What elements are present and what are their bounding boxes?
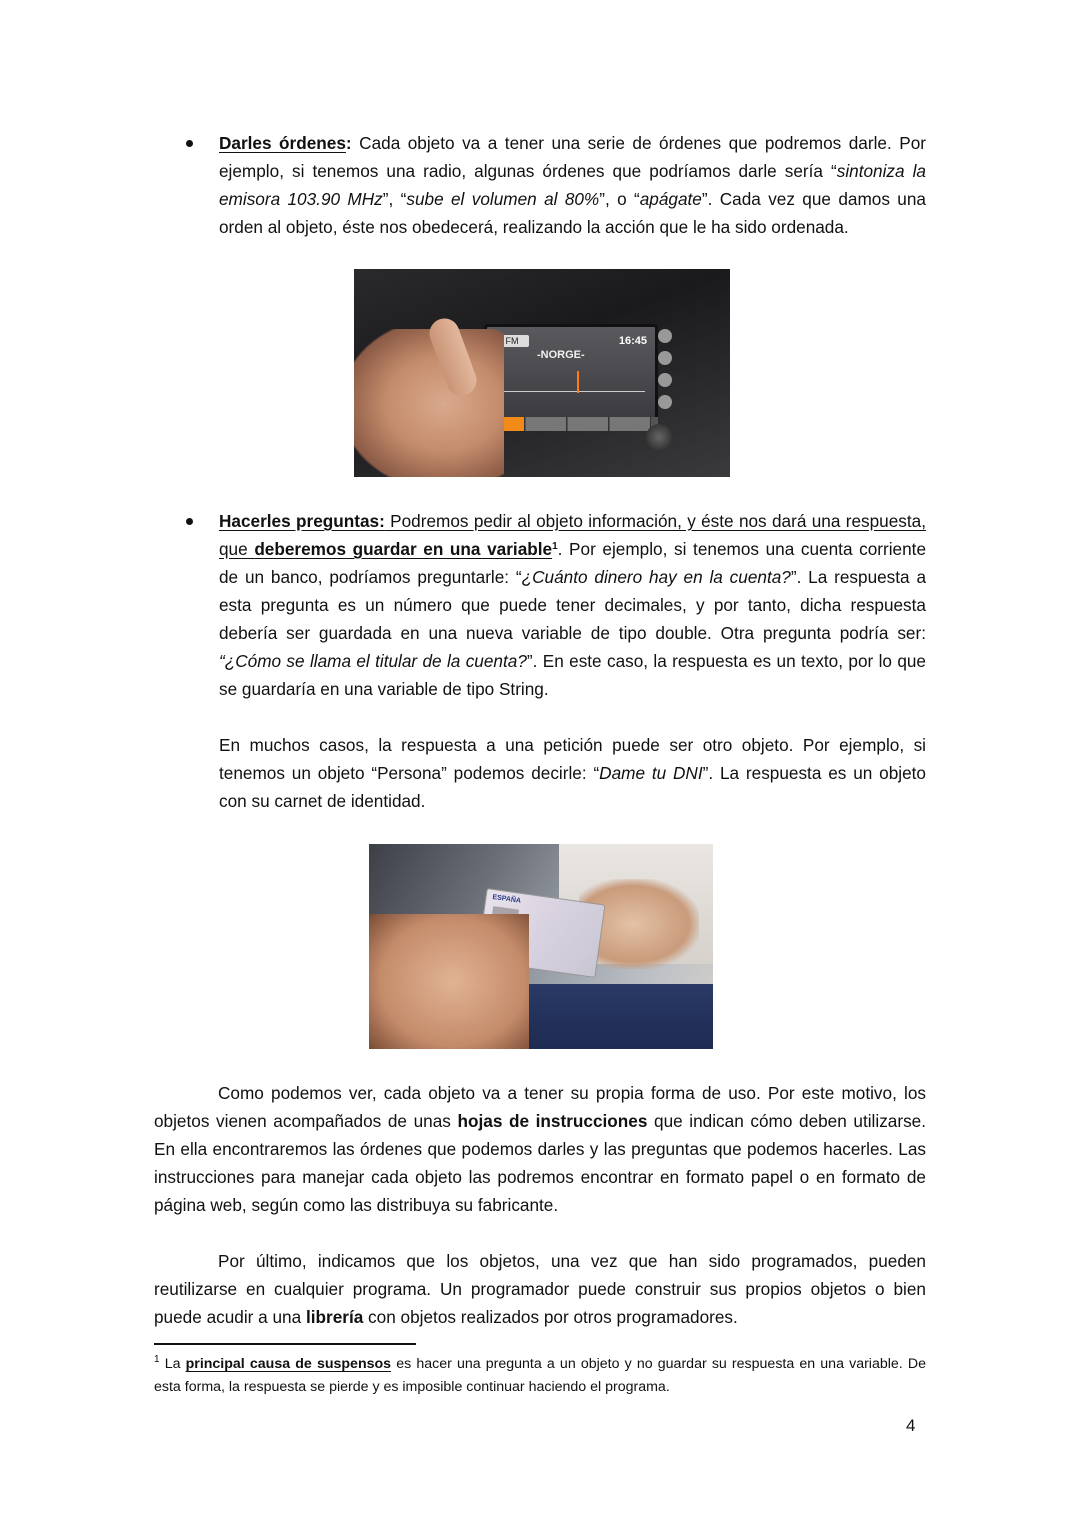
- italic-run: Dame tu DNI: [599, 763, 703, 783]
- text-run: ”, o “: [599, 189, 640, 209]
- paragraph-ultimo: [154, 1247, 926, 1331]
- paragraph-objeto: [219, 731, 926, 815]
- bold-underlined-run: deberemos guardar en una variable: [254, 539, 553, 559]
- radio-side-buttons: [656, 329, 674, 419]
- bold-underlined-run: principal causa de suspensos: [185, 1356, 392, 1372]
- id-card-photo: [369, 844, 713, 1049]
- radio-frequency-scale: [497, 377, 645, 392]
- bullet-ordenes-text: [219, 129, 926, 241]
- radio-screen: [484, 324, 658, 420]
- hand-shape: [354, 329, 504, 477]
- text-run: ”. La respuesta a esta pregunta es un número que puede tener decimales, y por tanto, dicha respuesta debería ser guardada en una nueva variable de tipo double. Otra pregunta podría ser:: [219, 567, 926, 643]
- text-run: ”. En este caso, la respuesta es un texto, por lo que se guardaría en una variable de tipo String.: [219, 651, 926, 699]
- radio-softkey-bar: [484, 417, 658, 431]
- text-run: con objetos realizados por otros programadores.: [363, 1307, 738, 1327]
- car-radio-photo: [354, 269, 730, 477]
- bullet-marker: [186, 518, 193, 525]
- text-run: ”. La respuesta es un objeto con su carnet de identidad.: [219, 763, 926, 811]
- paragraph-uso-text: [154, 1079, 926, 1219]
- paragraph-ultimo-text: [154, 1247, 926, 1331]
- footnote-number: 1: [154, 1354, 160, 1365]
- italic-run: “¿Cómo se llama el titular de la cuenta?: [219, 651, 527, 671]
- radio-time-label: 16:45: [618, 335, 647, 347]
- hand-shape: [369, 914, 529, 1049]
- text-run: Podremos pedir al objeto información, y éste nos dará una respuesta, que: [219, 511, 926, 559]
- footnote-separator: [154, 1343, 416, 1345]
- italic-run: apágate: [639, 189, 702, 209]
- text-run: ”. Cada vez que damos una orden al objeto, éste nos obedecerá, realizando la acción que le ha sido ordenada.: [219, 189, 926, 237]
- footnote: [154, 1353, 926, 1399]
- bullet-ordenes-title: Darles órdenes: [219, 133, 346, 153]
- id-card-header: ESPAÑA: [491, 893, 522, 905]
- text-run: que indican cómo deben utilizarse. En ella encontraremos las órdenes que podemos darles y las preguntas que podemos hacerles. Las instrucciones para manejar cada objeto las podremos encontrar en formato papel o en formato de página web, según como las distribuya su fabricante.: [154, 1111, 927, 1215]
- title-colon: :: [345, 133, 352, 153]
- bullet-marker: [186, 140, 193, 147]
- paragraph-uso: [154, 1079, 926, 1219]
- text-run: . Por ejemplo, si tenemos una cuenta corriente de un banco, podríamos preguntarle: “: [219, 539, 926, 587]
- bullet-preguntas-text: [219, 507, 926, 703]
- radio-band-label: FM: [495, 335, 529, 347]
- footnote-reference: 1: [552, 541, 558, 552]
- radio-softkey: [526, 417, 567, 431]
- text-run: En muchos casos, la respuesta a una petición puede ser otro objeto. Por ejemplo, si tenemos un objeto “Persona” podemos decirle: “: [219, 735, 926, 783]
- text-run: ”, “: [382, 189, 407, 209]
- text-run: Como podemos ver, cada objeto va a tener su propia forma de uso. Por este motivo, los objetos vienen acompañados de unas: [154, 1083, 926, 1131]
- page-number: 4: [906, 1416, 916, 1435]
- bullet-preguntas: [219, 507, 926, 703]
- radio-softkey: [610, 417, 651, 431]
- radio-knob: [646, 424, 672, 450]
- text-run: es hacer una pregunta a un objeto y no guardar su respuesta en una variable. De esta forma, la respuesta se pierde y es imposible continuar haciendo el programa.: [154, 1356, 926, 1395]
- text-run: Cada objeto va a tener una serie de órdenes que podremos darle. Por ejemplo, si tenemos una radio, algunas órdenes que podríamos darle sería “: [219, 133, 926, 181]
- radio-frequency-marker: [577, 371, 579, 393]
- radio-softkey: [568, 417, 609, 431]
- text-run: Por último, indicamos que los objetos, una vez que han sido programados, pueden reutilizarse en cualquier programa. Un programador puede construir sus propios objetos o bien puede acudir a una: [154, 1251, 926, 1327]
- text-run: La: [159, 1356, 186, 1372]
- italic-run: ¿Cuánto dinero hay en la cuenta?: [521, 567, 791, 587]
- italic-run: sube el volumen al 80%: [406, 189, 600, 209]
- italic-run: sintoniza la emisora 103.90 MHz: [219, 161, 926, 209]
- bullet-ordenes: [219, 129, 926, 241]
- bold-run: hojas de instrucciones: [457, 1111, 648, 1131]
- bullet-preguntas-title: Hacerles preguntas:: [219, 511, 385, 531]
- radio-station-label: -NORGE-: [537, 349, 585, 361]
- paragraph-objeto-text: [219, 731, 926, 815]
- bold-run: librería: [305, 1307, 364, 1327]
